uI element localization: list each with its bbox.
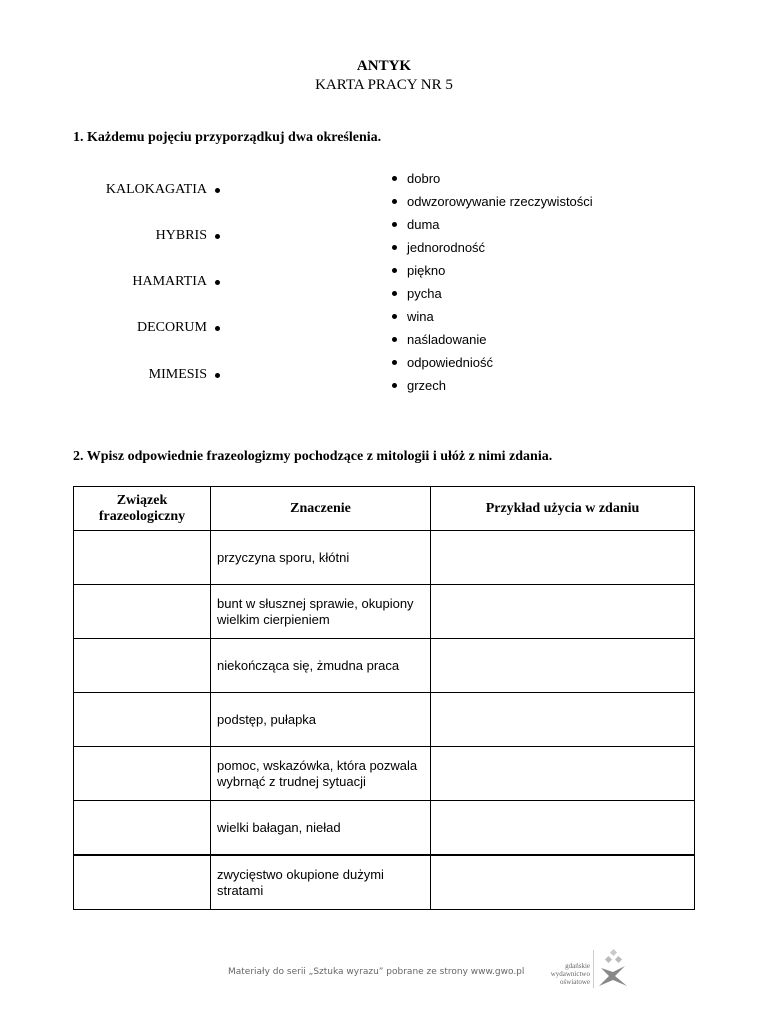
table-header-row xyxy=(74,487,695,531)
term-item xyxy=(137,318,220,338)
bullet-icon xyxy=(392,176,397,181)
example-cell[interactable] xyxy=(431,747,695,801)
phraseology-table xyxy=(73,486,695,910)
table-row xyxy=(74,855,695,910)
term-label: DECORUM xyxy=(136,320,207,335)
meaning-cell: podstęp, pułapka xyxy=(211,693,431,747)
definition-label: pycha xyxy=(407,285,442,301)
phrase-cell[interactable] xyxy=(74,531,211,585)
table-row xyxy=(74,801,695,856)
example-cell[interactable] xyxy=(431,585,695,639)
bullet-icon xyxy=(215,234,220,239)
logo-line: wydawnictwo xyxy=(550,970,590,978)
meaning-cell: niekończąca się, żmudna praca xyxy=(211,639,431,693)
bullet-icon xyxy=(392,268,397,273)
definition-item xyxy=(392,329,487,349)
task1-heading: 1. Każdemu pojęciu przyporządkuj dwa określenia. xyxy=(73,130,382,145)
phrase-cell[interactable] xyxy=(74,801,211,856)
definition-item xyxy=(392,214,440,234)
bullet-icon xyxy=(392,199,397,204)
task2-heading: 2. Wpisz odpowiednie frazeologizmy pochodzące z mitologii i ułóż z nimi zdania. xyxy=(73,449,553,464)
definition-item xyxy=(392,283,442,303)
page-subtitle: KARTA PRACY NR 5 xyxy=(315,77,453,93)
phrase-cell[interactable] xyxy=(74,585,211,639)
table-row xyxy=(74,747,695,801)
phrase-cell[interactable] xyxy=(74,855,211,910)
publisher-logo-icon xyxy=(593,948,635,990)
term-item xyxy=(132,272,220,292)
logo-line: oświatowe xyxy=(560,978,590,986)
definition-item xyxy=(392,191,593,211)
bullet-icon xyxy=(392,360,397,365)
column-header-example: Przykład użycia w zdaniu xyxy=(431,487,695,531)
table-row xyxy=(74,585,695,639)
bullet-icon xyxy=(392,245,397,250)
example-cell[interactable] xyxy=(431,855,695,910)
table-row xyxy=(74,531,695,585)
example-cell[interactable] xyxy=(431,531,695,585)
page-title: ANTYK xyxy=(356,58,412,74)
definition-item xyxy=(392,352,493,372)
example-cell[interactable] xyxy=(431,801,695,856)
definition-label: odpowiedniość xyxy=(407,354,494,370)
logo-line: gdańskie xyxy=(565,962,590,970)
bullet-icon xyxy=(392,222,397,227)
term-label: HAMARTIA xyxy=(132,274,207,289)
column-header-meaning: Znaczenie xyxy=(211,487,431,531)
bullet-icon xyxy=(392,383,397,388)
definition-label: grzech xyxy=(407,377,447,393)
bullet-icon xyxy=(392,314,397,319)
meaning-cell: zwycięstwo okupione dużymi stratami xyxy=(211,855,431,910)
definition-item xyxy=(392,168,440,188)
term-item xyxy=(156,226,220,246)
definition-label: dobro xyxy=(407,170,441,186)
definition-item xyxy=(392,306,434,326)
phrase-cell[interactable] xyxy=(74,747,211,801)
bullet-icon xyxy=(392,291,397,296)
definition-label: duma xyxy=(407,216,440,232)
definition-label: odwzorowywanie rzeczywistości xyxy=(407,193,593,209)
publisher-logo-text xyxy=(538,962,590,986)
bullet-icon xyxy=(215,326,220,331)
definition-item xyxy=(392,260,445,280)
phrase-cell[interactable] xyxy=(74,639,211,693)
definition-label: piękno xyxy=(407,262,446,278)
table-row xyxy=(74,693,695,747)
meaning-cell: pomoc, wskazówka, która pozwala wybrnąć z trudnej sytuacji xyxy=(211,747,431,801)
example-cell[interactable] xyxy=(431,693,695,747)
footer-source-text: Materiały do serii „Sztuka wyrazu” pobrane ze strony www.gwo.pl xyxy=(228,967,525,977)
example-cell[interactable] xyxy=(431,639,695,693)
definition-item xyxy=(392,237,485,257)
phrase-cell[interactable] xyxy=(74,693,211,747)
term-item xyxy=(106,180,220,200)
definition-item xyxy=(392,375,446,395)
meaning-cell: wielki bałagan, nieład xyxy=(211,801,431,856)
meaning-cell: przyczyna sporu, kłótni xyxy=(211,531,431,585)
bullet-icon xyxy=(215,373,220,378)
table-row xyxy=(74,639,695,693)
definition-label: jednorodność xyxy=(407,239,486,255)
bullet-icon xyxy=(215,280,220,285)
definition-label: naśladowanie xyxy=(407,331,487,347)
bullet-icon xyxy=(215,188,220,193)
term-item xyxy=(149,365,220,385)
term-label: KALOKAGATIA xyxy=(105,182,207,197)
term-label: HYBRIS xyxy=(155,228,207,243)
column-header-phrase: Związek frazeologiczny xyxy=(74,487,211,531)
term-label: MIMESIS xyxy=(148,367,207,382)
bullet-icon xyxy=(392,337,397,342)
meaning-cell: bunt w słusznej sprawie, okupiony wielkim cierpieniem xyxy=(211,585,431,639)
definition-label: wina xyxy=(407,308,434,324)
